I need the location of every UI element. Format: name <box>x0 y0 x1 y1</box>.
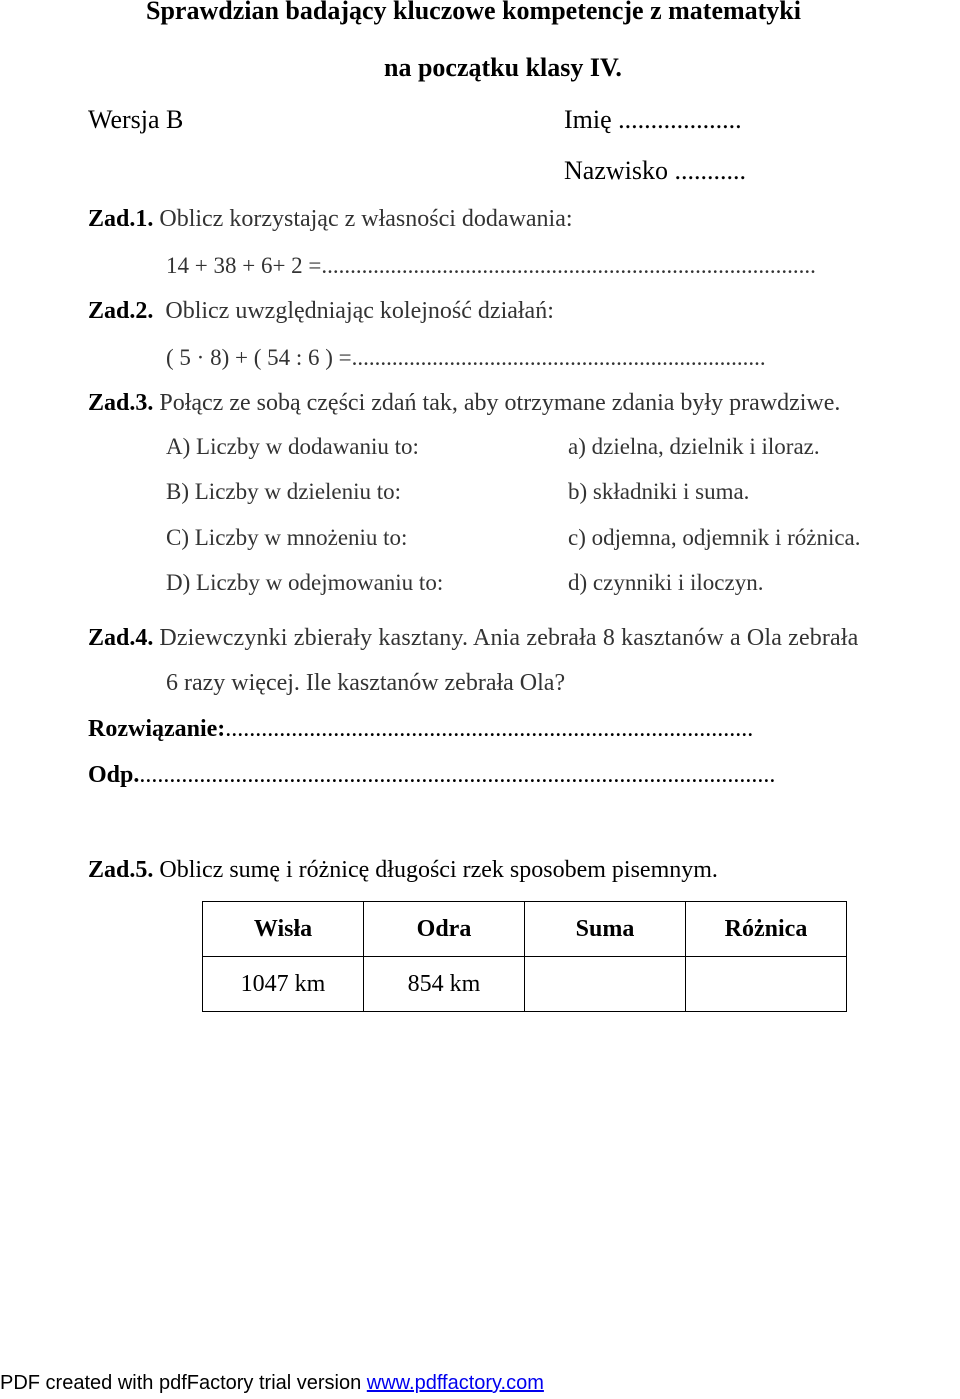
task-3-left-d: D) Liczby w odejmowaniu to: <box>166 570 444 595</box>
table-cell: 854 km <box>364 957 525 1012</box>
task-4-answer-dots[interactable]: .......................................................................................................... <box>139 762 776 788</box>
task-4-solution-label: Rozwiązanie: <box>88 716 226 742</box>
task-5 <box>88 857 718 884</box>
task-4-answer-label: Odp. <box>88 762 140 788</box>
page-title-line1: Sprawdzian badający kluczowe kompetencje z matematyki <box>146 0 801 25</box>
task-3-left-b: B) Liczby w dzieleniu to: <box>166 479 402 504</box>
table-header-cell: Odra <box>364 902 525 957</box>
table-cell-sum[interactable] <box>525 957 686 1012</box>
task-3 <box>88 390 840 417</box>
task-3-right-d: d) czynniki i iloczyn. <box>568 570 764 595</box>
task-1-expression[interactable]: 14 + 38 + 6+ 2 =...................................................................................... <box>166 253 816 278</box>
rivers-table <box>202 901 847 1012</box>
task-4-answer[interactable] <box>88 762 775 789</box>
table-header-cell: Wisła <box>203 902 364 957</box>
name-field[interactable]: Imię ................... <box>564 105 742 134</box>
footer-text: PDF created with pdfFactory trial version <box>0 1372 367 1394</box>
surname-field[interactable]: Nazwisko ........... <box>564 156 746 185</box>
table-cell: 1047 km <box>203 957 364 1012</box>
task-3-right-b: b) składniki i suma. <box>568 479 750 504</box>
task-4 <box>88 625 960 652</box>
task-5-text: Oblicz sumę i różnicę długości rzek sposobem pisemnym. <box>159 857 718 883</box>
pdf-footer <box>0 1372 544 1395</box>
task-4-text-line1: Dziewczynki zbierały kasztany. Ania zebrała 8 kasztanów a Ola zebrała <box>159 625 859 651</box>
table-row <box>203 957 847 1012</box>
task-4-text-line2: 6 razy więcej. Ile kasztanów zebrała Ola? <box>166 670 566 696</box>
task-3-right-c: c) odjemna, odjemnik i różnica. <box>568 525 861 550</box>
table-header-row <box>203 902 847 957</box>
task-1-text: Oblicz korzystając z własności dodawania: <box>159 206 573 232</box>
table-header-cell: Różnica <box>686 902 847 957</box>
task-4-solution-dots[interactable]: ........................................................................................ <box>225 716 754 742</box>
task-3-right-a: a) dzielna, dzielnik i iloraz. <box>568 434 820 459</box>
table-cell-difference[interactable] <box>686 957 847 1012</box>
version-label: Wersja B <box>88 105 184 134</box>
task-3-left-c: C) Liczby w mnożeniu to: <box>166 525 408 550</box>
task-2-expression[interactable]: ( 5 · 8) + ( 54 : 6 ) =........................................................................ <box>166 345 766 370</box>
task-3-label: Zad.3. <box>88 390 154 416</box>
footer-link[interactable]: www.pdffactory.com <box>366 1372 544 1394</box>
page-title-line2: na początku klasy IV. <box>384 53 622 82</box>
task-5-label: Zad.5. <box>88 857 154 883</box>
task-1 <box>88 206 573 233</box>
table-header-cell: Suma <box>525 902 686 957</box>
task-2-label: Zad.2. <box>88 298 154 324</box>
task-1-label: Zad.1. <box>88 206 154 232</box>
task-2 <box>88 298 554 325</box>
task-3-left-a: A) Liczby w dodawaniu to: <box>166 434 419 459</box>
task-4-solution[interactable] <box>88 716 753 743</box>
task-2-text: Oblicz uwzględniając kolejność działań: <box>165 298 554 324</box>
task-4-label: Zad.4. <box>88 625 154 651</box>
task-3-text: Połącz ze sobą części zdań tak, aby otrzymane zdania były prawdziwe. <box>159 390 841 416</box>
